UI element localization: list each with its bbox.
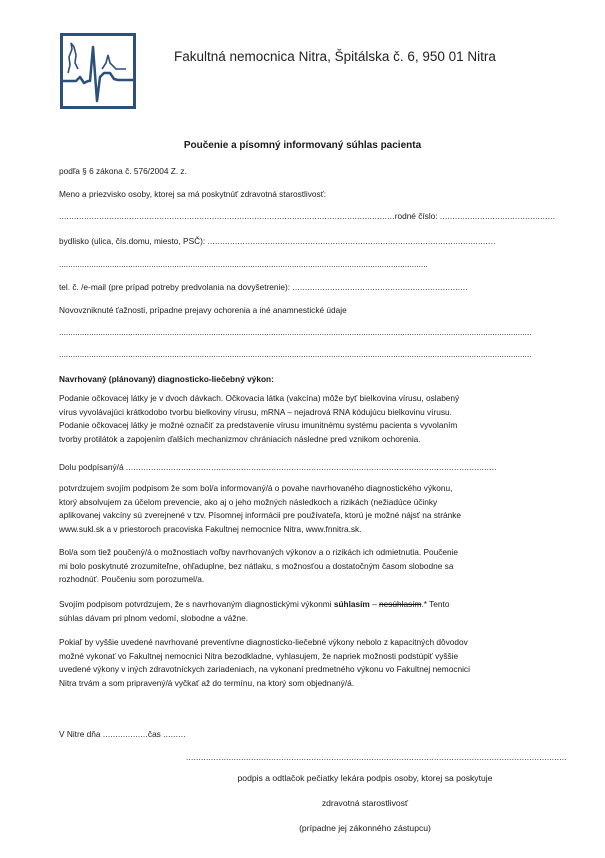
alternatives-line: Bol/a som tiež poučený/á o možnostiach voľby navrhovaných výkonov a o rizikách ich odmietnutia. Poučenie (59, 547, 459, 557)
anamnesis-label: Novovzniknuté ťažnosti, prípadne prejavy ochorenia a iné anamnestické údaje (59, 305, 347, 315)
referral-text (59, 636, 549, 690)
document-title: Poučenie a písomný informovaný súhlas pacienta (183, 140, 422, 151)
undersigned-row (59, 462, 497, 472)
procedure-line: tvorby protilátok a zapojením ďalších mechanizmov chrániacich následne pred vznikom ochorenia. (59, 433, 421, 444)
referral-line: možné vykonať vo Fakultnej nemocnici Nitra bezodkladne, vyhlasujem, že napriek možnosti podstúpiť vyššie (59, 650, 459, 661)
hospital-logo (60, 33, 136, 109)
address-field[interactable]: ................................................................................................................... (207, 236, 496, 246)
address-field-2[interactable]: ................................................................................................................................................................ (59, 259, 428, 269)
address-row (59, 236, 496, 246)
agree-option[interactable]: súhlasím (333, 599, 370, 609)
name-label: Meno a priezvisko osoby, ktorej sa má poskytnúť zdravotná starostlivosť: (59, 189, 327, 199)
referral-line: Pokiaľ by vyššie uvedené navrhované preventívne diagnosticko-liečebné výkony nebolo z kapacitných dôvodov (59, 637, 468, 647)
legal-basis: podľa § 6 zákona č. 576/2004 Z. z. (59, 166, 187, 176)
confirm-text (59, 482, 549, 536)
alternatives-text (59, 546, 549, 587)
referral-line: Nitra trvám a som pripravený/á vyčkať až do termínu, na ktorý som objednaný/á. (59, 677, 355, 688)
procedure-line: vírus vyvolávajúci krátkodobo tvorbu bielkoviny vírusu, mRNA – nejadrová RNA kódujúcu bielkovinu vírusu. (59, 406, 452, 417)
time-field[interactable]: ......... (163, 729, 186, 739)
alternatives-line: mi bolo poskytnuté zrozumiteľne, ohľaduplne, bez nátlaku, s možnosťou a dostatočným časom slobodne sa (59, 560, 454, 571)
signature-field[interactable]: ........................................................................................................................................................ (186, 752, 567, 762)
name-field[interactable]: ...................................................................................................................................... (59, 211, 395, 221)
consent-after: .* Tento (421, 599, 450, 609)
place-label: V Nitre dňa (59, 729, 101, 739)
signature-caption-3: (prípadne jej zákonného zástupcu) (299, 823, 431, 833)
anamnesis-field-2[interactable]: ............................................................................................................................................................................................................. (59, 349, 532, 359)
address-label: bydlisko (ulica, čís.domu, miesto, PSČ): (59, 236, 206, 246)
procedure-text (59, 392, 549, 446)
date-field[interactable]: .................. (102, 729, 148, 739)
procedure-line: Podanie očkovacej látky je možné označiť za predstavenie vírusu imunitnému systému pacienta s vyvolaním (59, 420, 458, 431)
confirm-line: www.sukl.sk a v priestoroch pracoviska Fakultnej nemocnice Nitra, www.fnnitra.sk. (59, 523, 362, 534)
confirm-line: ktorý absolvujem za účelom prevencie, ako aj o jeho možných následkoch a rizikách (nežiadúce účinky (59, 496, 438, 507)
phone-field[interactable]: ...................................................................... (292, 282, 468, 292)
signature-caption-1: podpis a odtlačok pečiatky lekára podpis osoby, ktorej sa poskytuje (237, 773, 493, 783)
undersigned-label: Dolu podpísaný/á (59, 462, 124, 472)
time-label: čas (147, 729, 161, 739)
procedure-line: Podanie očkovacej látky je v dvoch dávkach. Očkovacia látka (vakcína) môže byť bielkovina vírusu, oslabený (59, 393, 460, 403)
phone-row (59, 282, 468, 292)
consent-text (59, 598, 549, 625)
name-rc-row (59, 211, 555, 221)
consent-line-1 (59, 598, 549, 612)
anamnesis-field-1[interactable]: ............................................................................................................................................................................................................. (59, 327, 532, 337)
confirm-line: potvrdzujem svojím podpisom že som bol/a informovaný/á o povahe navrhovaného diagnostického výkonu, (59, 483, 453, 493)
place-date-row (59, 729, 186, 739)
rc-field[interactable]: .............................................. (439, 211, 556, 221)
signature-caption-2: zdravotná starostlivosť (321, 798, 409, 808)
undersigned-field[interactable]: .................................................................................................................................................... (125, 462, 497, 472)
hospital-address: Fakultná nemocnica Nitra, Špitálska č. 6, 950 01 Nitra (174, 49, 496, 64)
procedure-heading: Navrhovaný (plánovaný) diagnosticko-liečebný výkon: (59, 374, 274, 384)
consent-intro: Svojím podpisom potvrdzujem, že s navrhovaným diagnostickými výkonmi (59, 599, 334, 609)
consent-dash: – (369, 599, 380, 609)
referral-line: uvedené výkony v iných zdravotníckych zariadeniach, na vykonaní predmetného výkonu vo Fakultnej nemocnici (59, 664, 470, 675)
alternatives-line: rozhodnúť. Poučeniu som porozumel/a. (59, 574, 205, 585)
consent-line-2: súhlas dávam pri plnom vedomí, slobodne a vážne. (59, 612, 249, 623)
disagree-option[interactable]: nesúhlasím (379, 599, 422, 609)
rc-label: rodné číslo: (394, 211, 438, 221)
phone-label: tel. č. /e-mail (pre prípad potreby predvolania na dovyšetrenie): (59, 282, 291, 292)
confirm-line: aplikovanej vakcíny sú zverejnené v tzv. Písomnej informácii pre používateľa, ktorú je možné nájsť na stránke (59, 510, 461, 521)
